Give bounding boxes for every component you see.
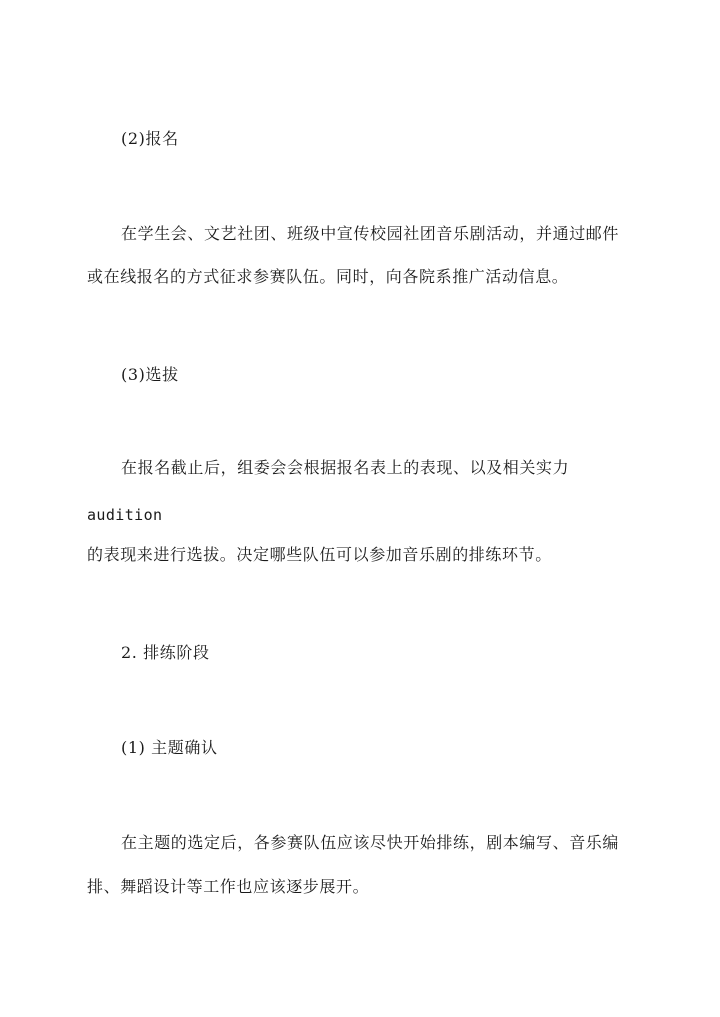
selection-paragraph-line-2: audition	[87, 506, 163, 524]
selection-heading: (3)选拔	[121, 365, 179, 384]
theme-confirmation-heading: (1) 主题确认	[121, 738, 218, 757]
registration-paragraph-line-1: 在学生会、文艺社团、班级中宣传校园社团音乐剧活动，并通过邮件	[121, 224, 620, 243]
registration-heading: (2)报名	[121, 129, 179, 148]
theme-paragraph-line-1: 在主题的选定后，各参赛队伍应该尽快开始排练，剧本编写、音乐编	[121, 833, 620, 852]
selection-paragraph-line-3: 的表现来进行选拔。决定哪些队伍可以参加音乐剧的排练环节。	[87, 545, 552, 564]
registration-paragraph-line-2: 或在线报名的方式征求参赛队伍。同时，向各院系推广活动信息。	[87, 267, 569, 286]
theme-paragraph-line-2: 排、舞蹈设计等工作也应该逐步展开。	[87, 877, 370, 896]
selection-paragraph-line-1: 在报名截止后，组委会会根据报名表上的表现、以及相关实力	[121, 458, 570, 477]
rehearsal-stage-heading: 2. 排练阶段	[121, 643, 210, 662]
